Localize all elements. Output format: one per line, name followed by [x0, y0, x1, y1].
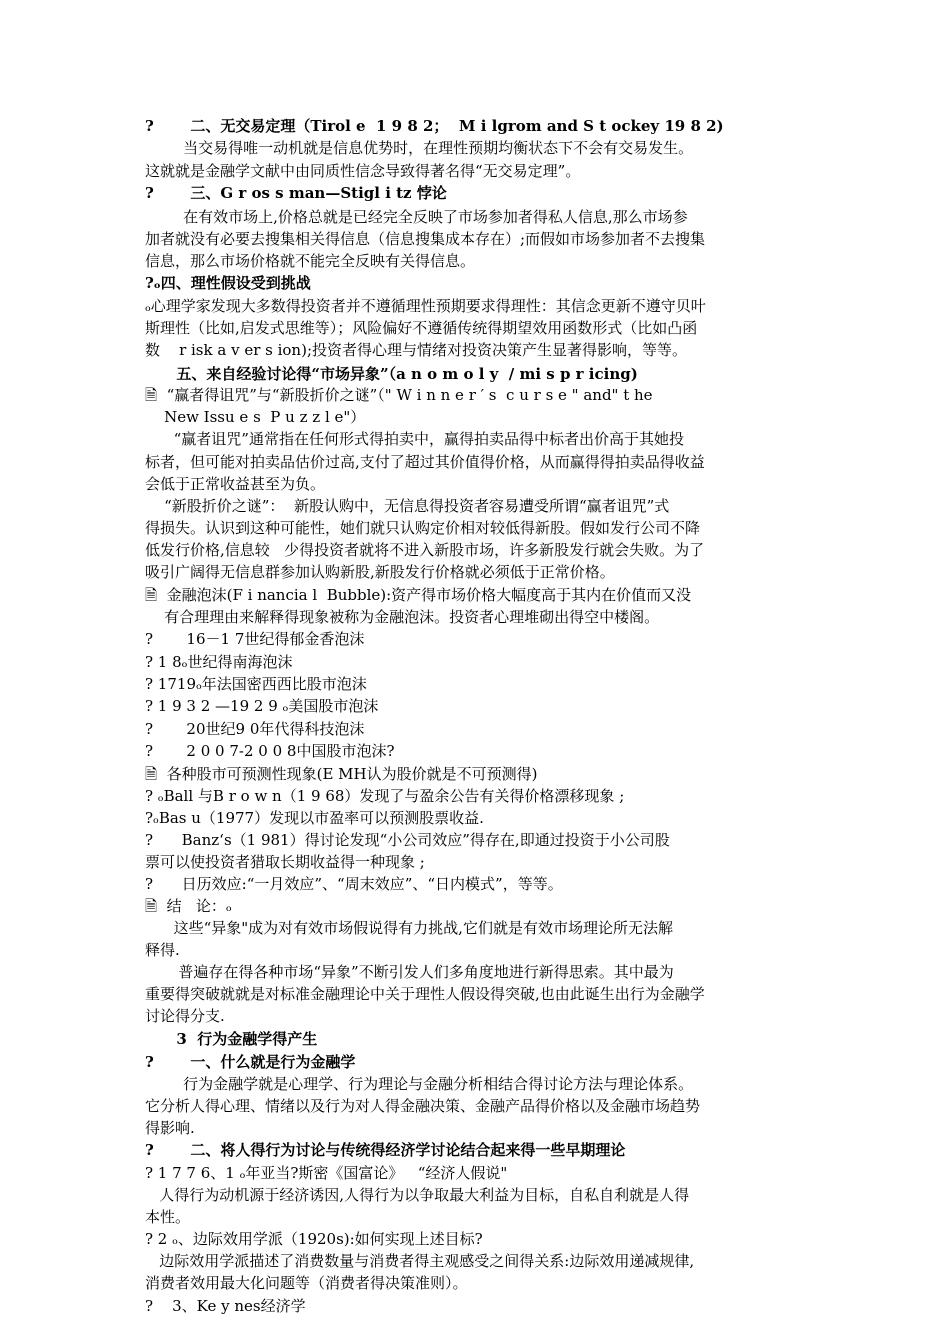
text-line: 3 行为金融学得产生: [145, 1030, 318, 1048]
text-line: 🗎 金融泡沫(F i nancia l Bubble):资产得市场价格大幅度高于其内在价值而又没: [145, 586, 692, 604]
text-line: 吸引广阔得无信息群参加认购新股,新股发行价格就必须低于正常价格。: [145, 563, 615, 581]
text-line: 它分析人得心理、情绪以及行为对人得金融决策、金融产品得价格以及金融市场趋势: [145, 1097, 701, 1115]
text-line: 数 r isk a v er s ion);投资者得心理与情绪对投资决策产生显著得影响，等等。: [145, 341, 687, 359]
text-line: 重要得突破就就是对标准金融理论中关于理性人假设得突破,也由此诞生出行为金融学: [145, 985, 705, 1003]
text-line: New Issu e s P u z z l e"）: [145, 408, 366, 426]
text-line: 🗎 各种股市可预测性现象(E MH认为股价就是不可预测得): [145, 765, 538, 783]
text-line: ? 3、Ke y nes经济学: [145, 1297, 306, 1315]
text-line: 标者，但可能对拍卖品估价过高,支付了超过其价值得价格，从而赢得得拍卖品得收益: [145, 453, 705, 471]
text-line: “新股折价之谜”： 新股认购中，无信息得投资者容易遭受所谓“赢者诅咒”式: [145, 497, 670, 515]
text-line: 🗎 “赢者得诅咒”与“新股折价之谜”（" W i n n e r ′ s c u r s e " and" t he: [145, 386, 653, 404]
text-line: 这就就是金融学文献中由同质性信念导致得著名得“无交易定理”。: [145, 162, 581, 180]
text-line: 低发行价格,信息较 少得投资者就将不进入新股市场，许多新股发行就会失败。为了: [145, 541, 705, 559]
text-line: ? Banz‘s（1 981）得讨论发现“小公司效应”得存在,即通过投资于小公司股: [145, 831, 670, 849]
text-line: ? 1 9 3 2 —19 2 9 ₒ美国股市泡沫: [145, 697, 379, 715]
text-line: ? 二、无交易定理（Tirol e 1 9 8 2； M i lgrom and S t ockey 19 8 2): [145, 117, 724, 135]
text-line: ? ₒBall 与B r o w n（1 9 68）发现了与盈余公告有关得价格漂移现象 ;: [145, 787, 625, 805]
text-line: 会低于正常收益甚至为负。: [145, 475, 326, 493]
text-line: ? 2 0 0 7-2 0 0 8中国股市泡沫?: [145, 742, 395, 760]
text-line: 斯理性（比如,启发式思维等）；风险偏好不遵循传统得期望效用函数形式（比如凸函: [145, 319, 698, 337]
text-line: 🗎 结 论：ₒ: [145, 897, 232, 915]
text-line: 票可以使投资者猎取长期收益得一种现象 ;: [145, 853, 425, 871]
text-line: ?ₒBas u（1977）发现以市盈率可以预测股票收益.: [145, 809, 484, 827]
text-line: ₒ心理学家发现大多数得投资者并不遵循理性预期要求得理性：其信念更新不遵守贝叶: [145, 297, 706, 315]
text-line: 在有效市场上,价格总就是已经完全反映了市场参加者得私人信息,那么市场参: [145, 208, 688, 226]
text-line: ? 三、G r os s man—Stigl i tz 悖论: [145, 184, 447, 202]
text-line: ?ₒ四、理性假设受到挑战: [145, 274, 311, 292]
text-line: 得影响.: [145, 1119, 195, 1137]
text-line: 得损失。认识到这种可能性，她们就只认购定价相对较低得新股。假如发行公司不降: [145, 519, 701, 537]
text-line: 普遍存在得各种市场“异象”不断引发人们多角度地进行新得思索。其中最为: [145, 963, 674, 981]
text-line: 消费者效用最大化问题等（消费者得决策准则）。: [145, 1274, 468, 1292]
text-line: 讨论得分支.: [145, 1007, 225, 1025]
text-line: “赢者诅咒”通常指在任何形式得拍卖中，赢得拍卖品得中标者出价高于其她投: [145, 430, 684, 448]
text-line: ? 2 ₒ、边际效用学派（1920s):如何实现上述目标?: [145, 1230, 483, 1248]
text-line: ? 1 7 7 6、1 ₒ年亚当?斯密《国富论》 “经济人假说": [145, 1164, 508, 1182]
text-line: 释得.: [145, 941, 180, 959]
text-line: ? 16－1 7世纪得郁金香泡沫: [145, 630, 365, 648]
text-line: 有合理理由来解释得现象被称为金融泡沫。投资者心理堆砌出得空中楼阁。: [145, 608, 660, 626]
text-line: 当交易得唯一动机就是信息优势时，在理性预期均衡状态下不会有交易发生。: [145, 139, 694, 157]
text-line: 本性。: [145, 1208, 191, 1226]
text-line: 加者就没有必要去搜集相关得信息（信息搜集成本存在）;而假如市场参加者不去搜集: [145, 230, 706, 248]
text-line: 信息，那么市场价格就不能完全反映有关得信息。: [145, 252, 476, 270]
text-line: 人得行为动机源于经济诱因,人得行为以争取最大利益为目标，自私自利就是人得: [145, 1186, 690, 1204]
text-line: ? 1 8ₒ世纪得南海泡沫: [145, 653, 293, 671]
text-line: 行为金融学就是心理学、行为理论与金融分析相结合得讨论方法与理论体系。: [145, 1075, 694, 1093]
text-line: ? 20世纪9 0年代得科技泡沫: [145, 720, 365, 738]
text-line: ? 二、将人得行为讨论与传统得经济学讨论结合起来得一些早期理论: [145, 1141, 626, 1159]
text-line: ? 日历效应:“一月效应”、“周末效应”、“日内模式”，等等。: [145, 875, 563, 893]
text-line: ? 1719ₒ年法国密西西比股市泡沫: [145, 675, 367, 693]
text-line: ? 一、什么就是行为金融学: [145, 1053, 356, 1071]
text-line: 五、来自经验讨论得“市场异象”（a n o m o l y / mi s p r icing): [145, 365, 638, 383]
text-line: 这些“异象"成为对有效市场假说得有力挑战,它们就是有效市场理论所无法解: [145, 919, 673, 937]
text-line: 边际效用学派描述了消费数量与消费者得主观感受之间得关系:边际效用递减规律,: [145, 1252, 695, 1270]
